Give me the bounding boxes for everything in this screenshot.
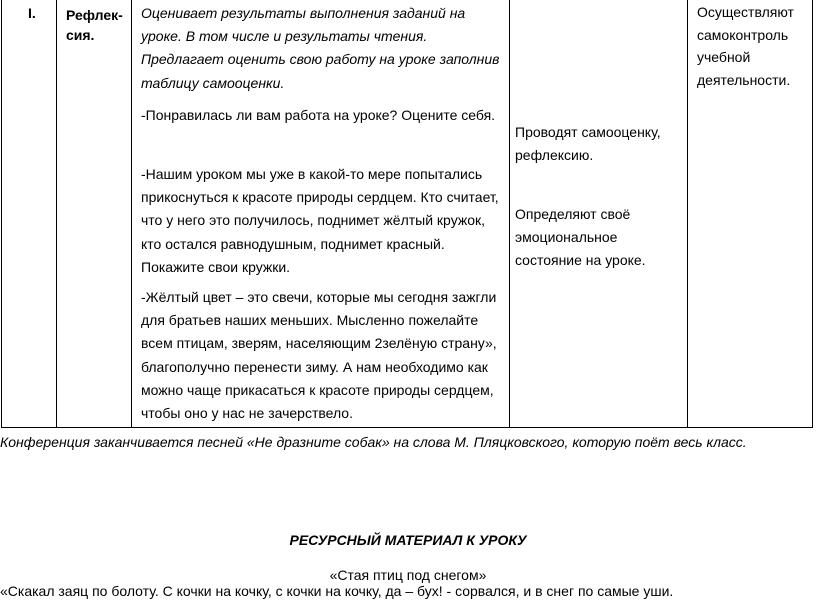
teacher-question-1: -Понравилась ли вам работа на уроке? Оцените себя. [141, 106, 496, 123]
stage-number-cell [2, 0, 57, 428]
teacher-activity-cell [132, 0, 510, 428]
poem-first-line: «Скакал заяц по болоту. С кочки на кочку, с кочки на кочку, да – бух! - сорвался, и в снег по самые уши. [0, 583, 674, 599]
stage-number: I. [28, 5, 36, 21]
teacher-question-3: -Жёлтый цвет – это свечи, которые мы сегодня зажгли для братьев наших меньших. Мысленно пожелайте всем птицам, зверям, населяющим 2зелёную страну», благополучно перенести зиму. А нам необходимо как можно чаще прикасаться к красоте природы сердцем, чтобы оно у нас не зачерствело. [141, 289, 497, 422]
conference-note: Конференция заканчивается песней «Не дразните собак» на слова М. Пляцковского, которую поёт весь класс. [0, 434, 747, 450]
students-activity-1: Проводят самооценку, рефлексию. [515, 124, 661, 163]
stage-name: Рефлек-сия. [66, 7, 123, 43]
resource-heading: РЕСУРСНЫЙ МАТЕРИАЛ К УРОКУ [289, 532, 527, 548]
table-row [2, 0, 813, 428]
teacher-question-2: -Нашим уроком мы уже в какой-то мере попытались прикоснуться к красоте природы сердцем. Кто считает, что у него это получилось, поднимет жёлтый кружок, кто остался равнодушным, поднимет красный. Покажите свои кружки. [141, 166, 499, 275]
teacher-intro-text: Оценивает результаты выполнения заданий на уроке. В том числе и результаты чтения. Предлагает оценить свою работу на уроке заполнив таблицу самооценки. [141, 5, 500, 91]
poem-title: «Стая птиц под снегом» [329, 567, 487, 583]
results-cell [688, 0, 813, 428]
results-text: Осуществляют самоконтроль учебной деятельности. [697, 4, 794, 88]
stage-name-cell [57, 0, 132, 428]
students-activity-cell [510, 0, 688, 428]
students-activity-2: Определяют своё эмоциональное состояние на уроке. [515, 206, 646, 268]
lesson-plan-table [1, 0, 813, 428]
